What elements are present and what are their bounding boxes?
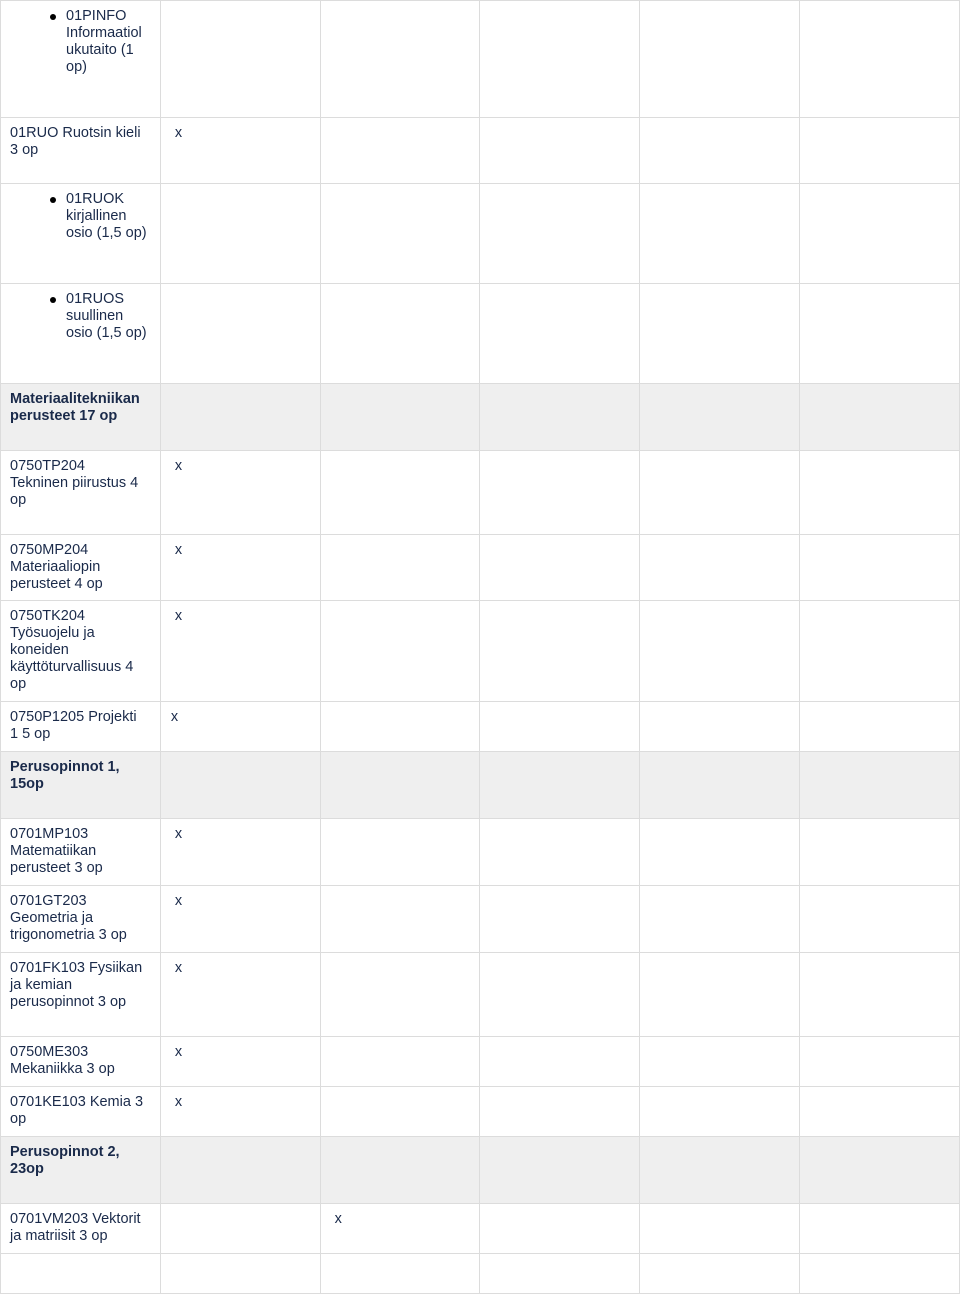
- course-label: 01RUOK kirjallinen osio (1,5 op): [1, 184, 160, 242]
- section-heading: Materiaalitekniikan perusteet 17 op: [10, 391, 140, 424]
- course-label: 0750TP204 Tekninen piirustus 4 op: [10, 458, 139, 508]
- completion-mark: x: [174, 960, 183, 976]
- completion-mark: x: [174, 893, 183, 909]
- table-row: [1, 886, 960, 953]
- completion-mark: x: [170, 709, 179, 725]
- table-row: [1, 953, 960, 1037]
- section-heading-row: [1, 752, 960, 819]
- table-row: [1, 1, 960, 118]
- completion-mark: x: [174, 1094, 183, 1110]
- completion-mark: x: [174, 458, 183, 474]
- section-heading: Perusopinnot 1, 15op: [10, 759, 120, 792]
- section-heading-row: [1, 384, 960, 451]
- completion-mark: x: [174, 1044, 183, 1060]
- table-row: [1, 1204, 960, 1254]
- course-label: 01RUO Ruotsin kieli 3 op: [10, 125, 141, 158]
- table-row: [1, 184, 960, 284]
- course-label: 0750MP204 Materiaaliopin perusteet 4 op: [10, 542, 103, 592]
- completion-mark: x: [174, 125, 183, 141]
- course-label: 0701FK103 Fysiikan ja kemian perusopinnot 3 op: [10, 960, 143, 1010]
- table-row: [1, 118, 960, 184]
- table-row: [1, 535, 960, 601]
- table-row: [1, 702, 960, 752]
- completion-mark: x: [174, 608, 183, 624]
- table-row: [1, 601, 960, 702]
- table-row: [1, 819, 960, 886]
- course-label: 0750ME303 Mekaniikka 3 op: [10, 1044, 115, 1077]
- course-label: 0701GT203 Geometria ja trigonometria 3 op: [10, 893, 127, 943]
- completion-mark: x: [174, 826, 183, 842]
- table-row: [1, 1037, 960, 1087]
- course-label: 0701MP103 Matematiikan perusteet 3 op: [10, 826, 103, 876]
- course-label: 0701KE103 Kemia 3 op: [10, 1094, 144, 1127]
- course-label: 01RUOS suullinen osio (1,5 op): [1, 284, 160, 342]
- section-heading: Perusopinnot 2, 23op: [10, 1144, 120, 1177]
- table-row-empty: [1, 1254, 960, 1294]
- course-label: 01PINFO Informaatiol ukutaito (1 op): [1, 1, 160, 76]
- table-row: [1, 1087, 960, 1137]
- completion-mark: x: [174, 542, 183, 558]
- course-label: 0750TK204 Työsuojelu ja koneiden käyttöturvallisuus 4 op: [10, 608, 134, 692]
- completion-mark: x: [334, 1211, 342, 1227]
- section-heading-row: [1, 1137, 960, 1204]
- course-label: 0701VM203 Vektorit ja matriisit 3 op: [10, 1211, 141, 1244]
- table-row: [1, 451, 960, 535]
- course-label: 0750P1205 Projekti 1 5 op: [10, 709, 137, 742]
- table-row: [1, 284, 960, 384]
